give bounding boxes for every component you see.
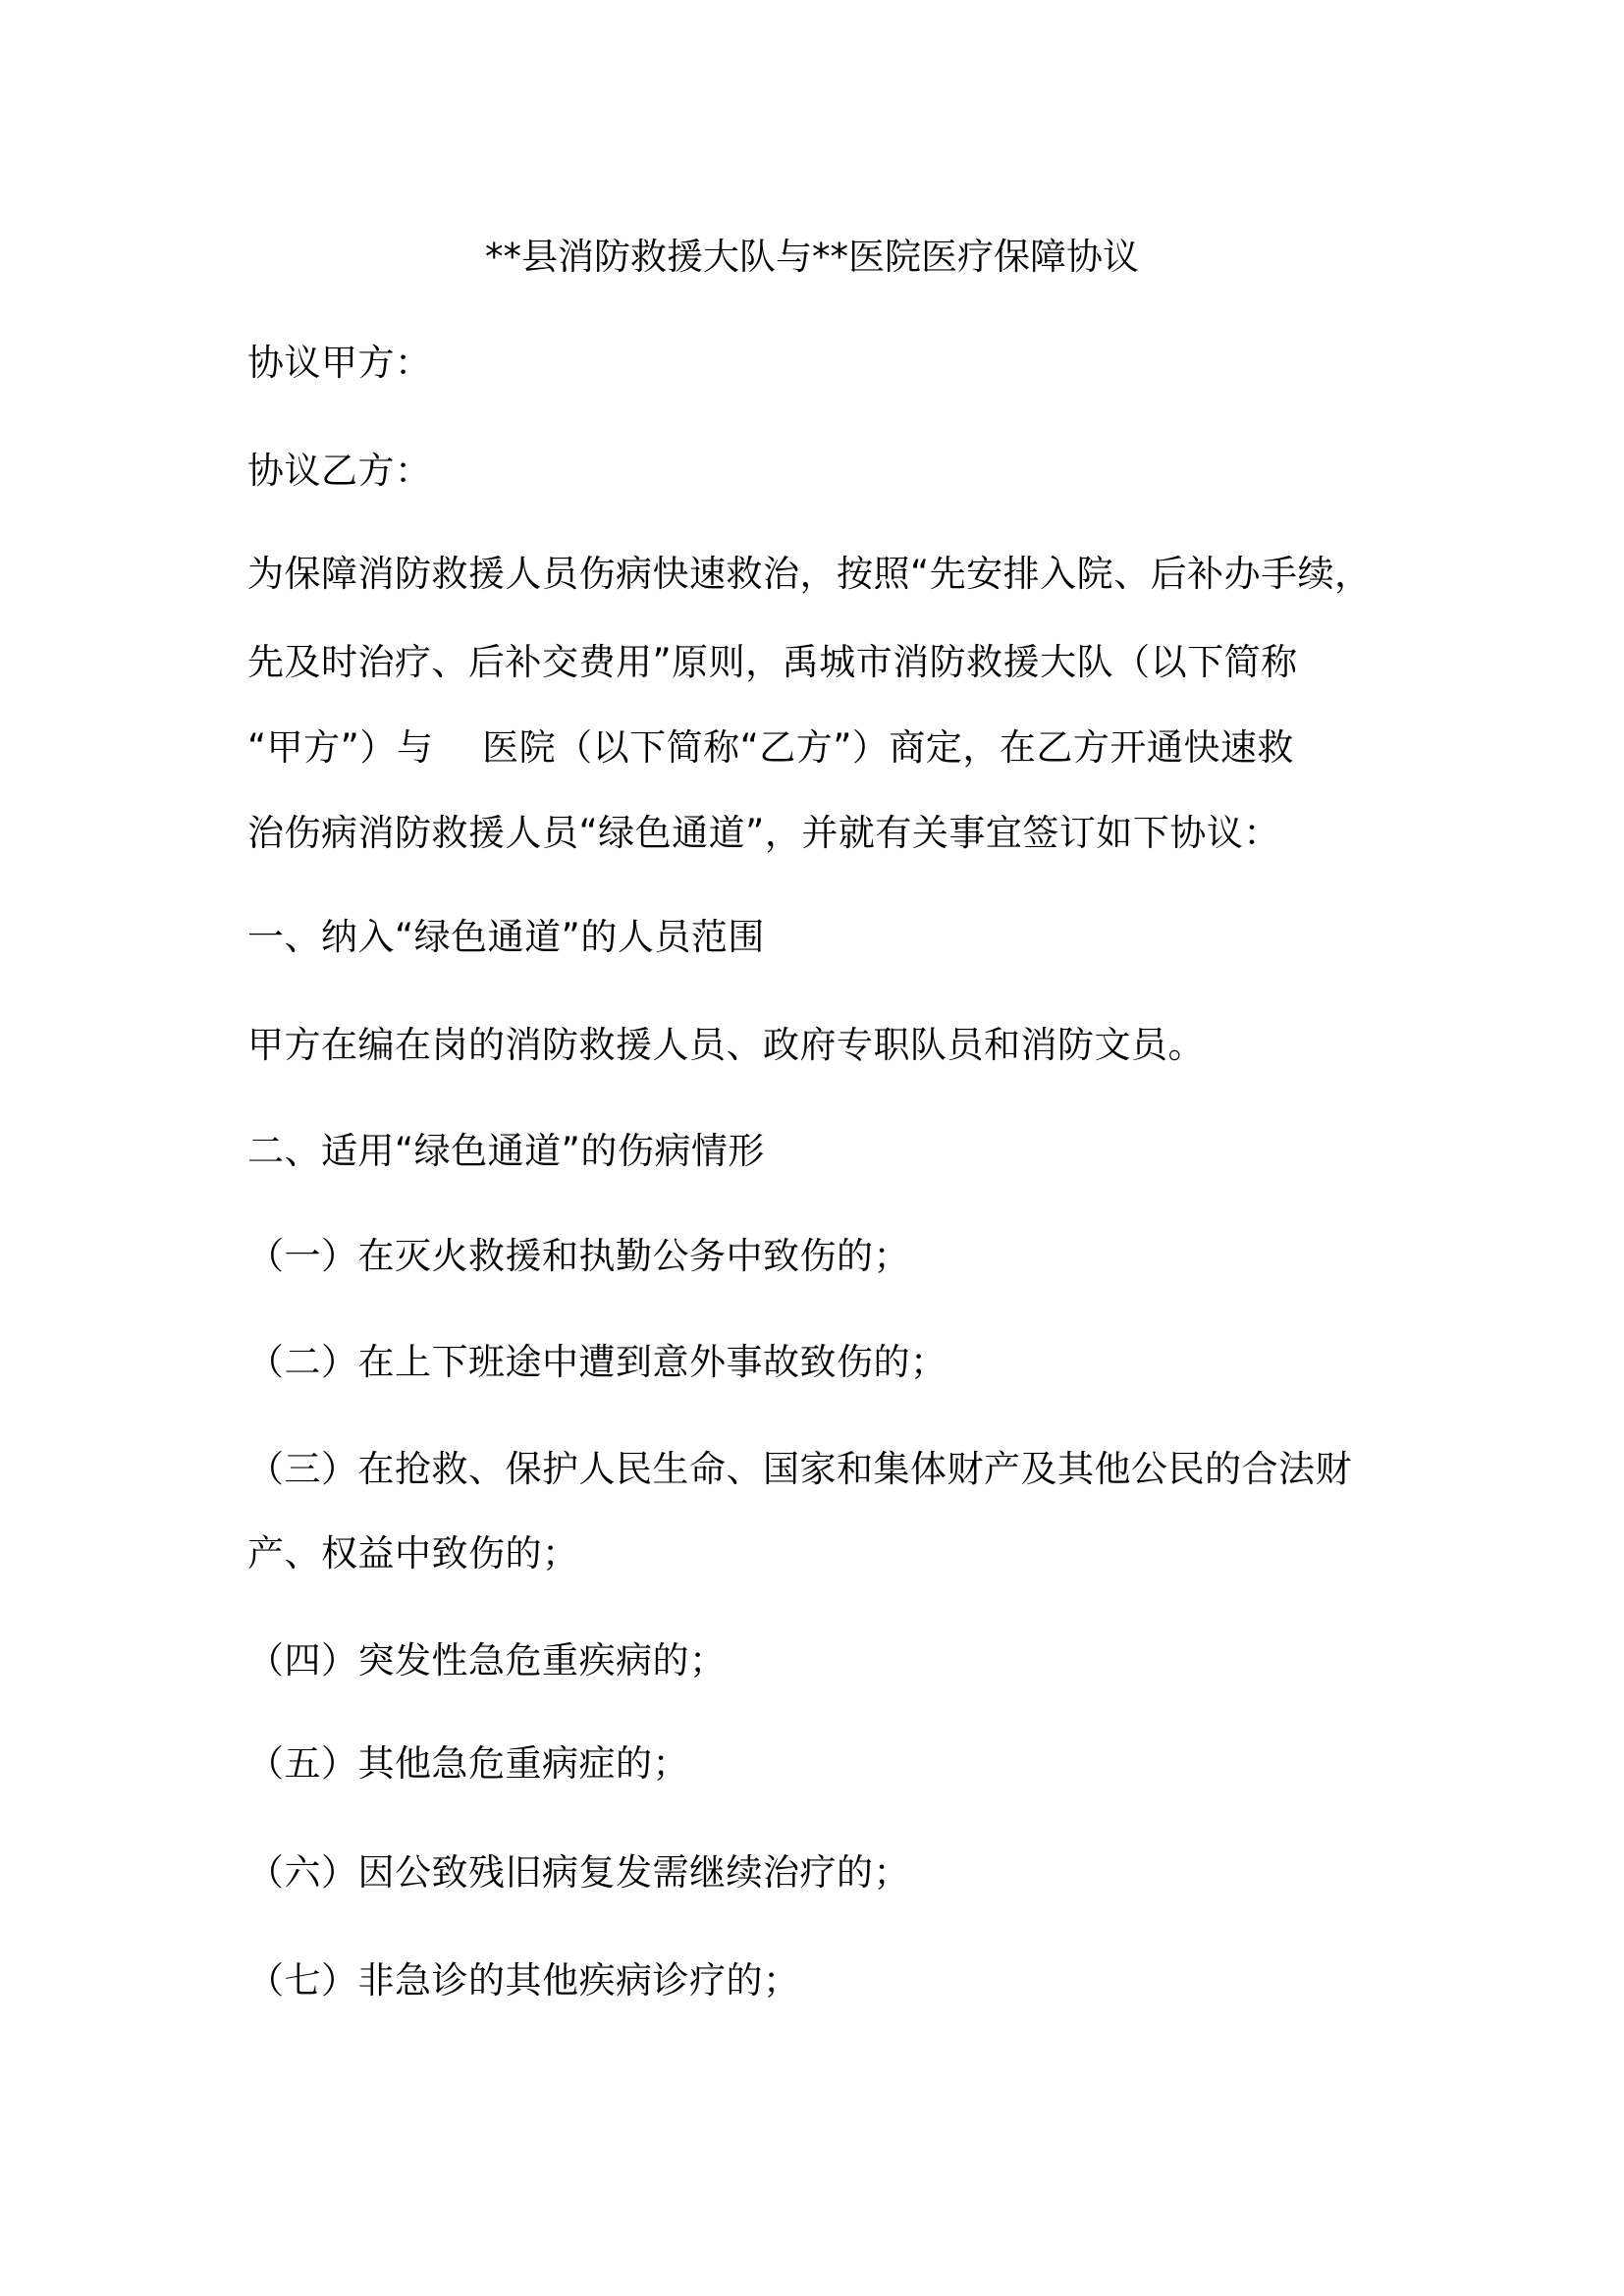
intro-line: “甲方”）与 医院（以下简称“乙方”）商定，在乙方开通快速救 [247,726,1294,769]
list-item: （一）在灭火救援和执勤公务中致伤的； [247,1235,910,1277]
section-1-body: 甲方在编在岗的消防救援人员、政府专职队员和消防文员。 [247,1024,1205,1066]
party-a-label: 协议甲方： [247,342,432,384]
party-b-label: 协议乙方： [247,450,432,492]
list-item: （四）突发性急危重疾病的； [247,1639,727,1682]
list-item-continuation: 产、权益中致伤的； [247,1532,579,1575]
list-item: （三）在抢救、保护人民生命、国家和集体财产及其他公民的合法财 [247,1448,1352,1490]
list-item: （二）在上下班途中遭到意外事故致伤的； [247,1341,947,1383]
list-item: （七）非急诊的其他疾病诊疗的； [247,1959,800,2002]
intro-line: 为保障消防救援人员伤病快速救治，按照“先安排入院、后补办手续， [247,553,1372,595]
document-title: **县消防救援大队与**医院医疗保障协议 [485,236,1139,278]
list-item: （五）其他急危重病症的； [247,1742,689,1785]
section-2-heading: 二、适用“绿色通道”的伤病情形 [247,1130,765,1172]
intro-line: 治伤病消防救援人员“绿色通道”，并就有关事宜签订如下协议： [247,812,1280,854]
list-item: （六）因公致残旧病复发需继续治疗的； [247,1851,910,1894]
intro-line: 先及时治疗、后补交费用”原则，禹城市消防救援大队（以下简称 [247,641,1298,683]
section-1-heading: 一、纳入“绿色通道”的人员范围 [247,916,765,958]
